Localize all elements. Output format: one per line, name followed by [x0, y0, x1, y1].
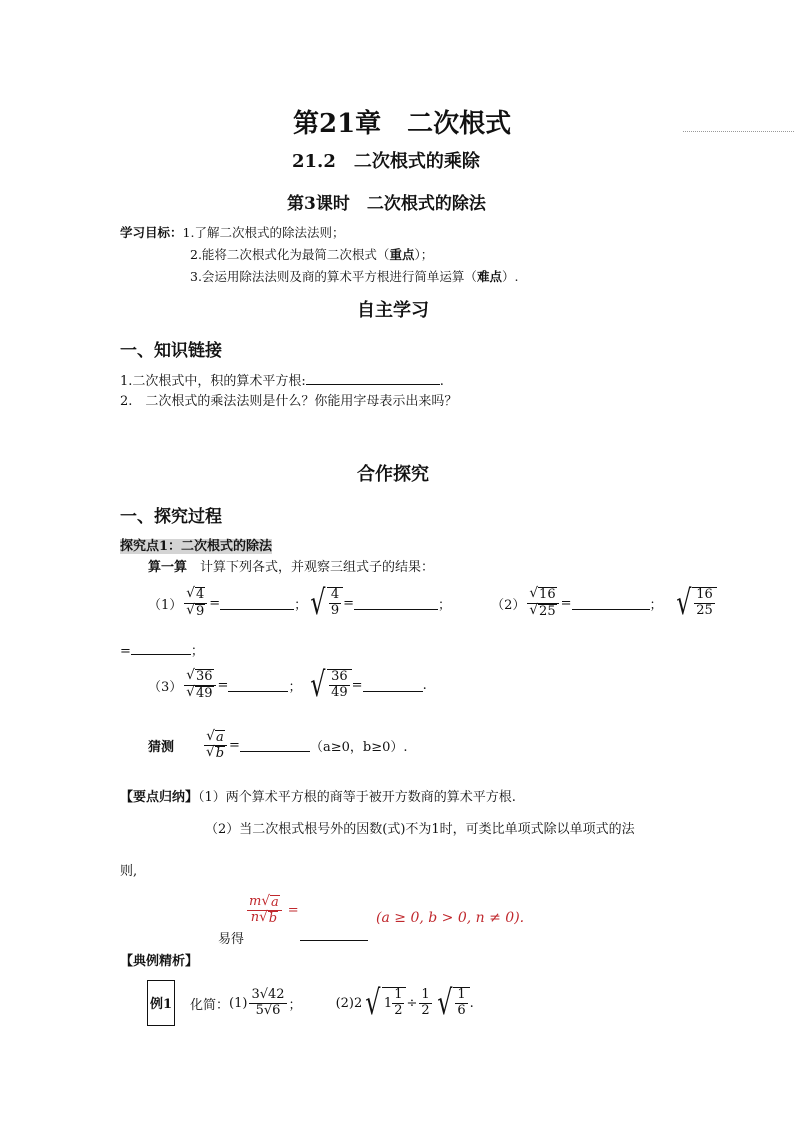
- question-1: 1.二次根式中，积的算术平方根: .: [120, 374, 444, 389]
- cooperative-heading: 合作探究: [357, 464, 429, 485]
- exercise-row-3: （3） √ 36 √ 49 = ； √ $\frac{36}{49}$ = .: [148, 665, 427, 705]
- fraction-sqrt-a-sqrt-b: √ a √ b: [204, 730, 227, 762]
- knowledge-link-heading: 一、知识链接: [120, 341, 222, 361]
- summary-label: 【要点归纳】: [120, 790, 199, 805]
- answer-blank[interactable]: [131, 642, 191, 655]
- objective-line-1: [120, 223, 344, 241]
- answer-blank[interactable]: [572, 597, 650, 610]
- sqrt-1-and-half: √ 1 $\frac{1}{2}$: [362, 986, 406, 1020]
- sqrt-36-over-49: √ $\frac{36}{49}$: [307, 668, 351, 702]
- exploration-point-1: 探究点1：二次根式的除法: [120, 539, 273, 554]
- exploration-heading: 一、探究过程: [120, 507, 222, 527]
- example-1-problems: 化简： (1) $\frac{3√42}{5√6}$ ； (2)2 √ 1 $\frac{1}{2}$ ÷ $\frac{1}{2}$ √ $\frac{1}{6}$ .: [190, 983, 474, 1023]
- answer-blank[interactable]: [220, 597, 294, 610]
- key-point-mark: 重点: [389, 247, 415, 262]
- summary-line-2: （2）当二次根式根号外的因数(式)不为1时，可类比单项式除以单项式的法: [205, 822, 635, 837]
- sqrt-16-over-25: √ $\frac{16}{25}$: [673, 586, 717, 620]
- fraction-sqrt4-sqrt9: √ 4 √ 9: [184, 587, 207, 619]
- section-title: 21.2 二次根式的乘除: [292, 151, 480, 172]
- answer-blank[interactable]: [240, 739, 310, 752]
- calc-instruction: 算一算 计算下列各式，并观察三组式子的结果：: [148, 560, 435, 575]
- sqrt-4-over-9: √ $\frac{4}{9}$: [307, 586, 343, 620]
- objective-label: 学习目标：: [120, 225, 183, 240]
- answer-blank[interactable]: [228, 679, 288, 692]
- chapter-title: 第21章 二次根式: [293, 109, 512, 139]
- quotient-formula: m √ a n √ b =: [249, 893, 299, 927]
- lesson-title: 第3课时 二次根式的除法: [287, 194, 486, 214]
- objective-3: 3.会运用除法法则及商的算术平方根进行简单运算（难点）.: [190, 269, 519, 284]
- answer-blank[interactable]: [306, 372, 440, 385]
- exercise-row-1: （1） √ 4 √ 9 = ； √ $\frac{4}{9}$ = ； （2） √ 16 √ 25 = ； √ $\frac{16}{25}$: [148, 586, 717, 620]
- summary-line-1: 【要点归纳】（1）两个算术平方根的商等于被开方数商的算术平方根.: [120, 790, 516, 805]
- fraction-3sqrt42-5sqrt6: $\frac{3√42}{5√6}$: [251, 986, 285, 1018]
- example-heading: 【典例精析】: [120, 954, 199, 969]
- formula-condition: (a ≥ 0, b > 0, n ≠ 0).: [376, 910, 525, 926]
- header-dotted-rule: [683, 131, 794, 132]
- difficult-point-mark: 难点: [476, 269, 502, 284]
- fraction-sqrt36-sqrt49: √ 36 √ 49: [184, 669, 215, 701]
- summary-line-2-cont: 则,: [120, 864, 138, 879]
- self-study-heading: 自主学习: [357, 300, 429, 321]
- sqrt-one-sixth: √ $\frac{1}{6}$: [434, 986, 470, 1020]
- answer-blank[interactable]: [300, 940, 368, 941]
- objective-2: 2.能将二次根式化为最简二次根式（重点）；: [190, 247, 434, 262]
- question-2: 2. 二次根式的乘法法则是什么？你能用字母表示出来吗？: [120, 394, 458, 409]
- example-label: 例1: [150, 997, 173, 1012]
- easy-label: 易得: [218, 932, 245, 947]
- guess-row: 猜测 √ a √ b = （a≥0，b≥0）.: [148, 728, 408, 762]
- guess-label: 猜测: [148, 740, 175, 756]
- objective-1: 1.了解二次根式的除法法则；: [182, 225, 345, 240]
- fraction-sqrt16-sqrt25: √ 16 √ 25: [527, 587, 558, 619]
- answer-blank[interactable]: [363, 679, 423, 692]
- answer-blank[interactable]: [354, 597, 438, 610]
- fraction-one-half: $\frac{1}{2}$: [421, 986, 430, 1018]
- exercise-row-1-cont: = ；: [120, 644, 204, 659]
- calc-label: 算一算: [148, 560, 188, 575]
